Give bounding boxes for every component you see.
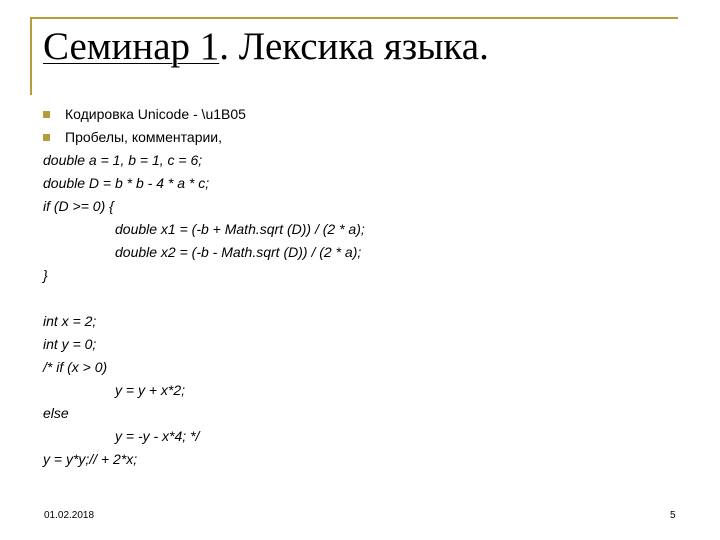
- bullet-text: Пробелы, комментарии,: [65, 129, 223, 145]
- code-line: y = -y - x*4; */: [115, 428, 200, 444]
- code-line: y = y + x*2;: [115, 382, 186, 398]
- code-line: double x2 = (-b - Math.sqrt (D)) / (2 * a);: [115, 244, 362, 260]
- code-line: /* if (x > 0): [43, 359, 108, 375]
- code-line: else: [43, 405, 69, 421]
- bullet-item: [43, 103, 246, 126]
- square-bullet-icon: [43, 111, 50, 118]
- bullet-item: [43, 126, 223, 149]
- slide-title: [43, 22, 489, 72]
- code-line: double D = b * b - 4 * a * c;: [43, 175, 210, 191]
- code-line: int x = 2;: [43, 313, 97, 329]
- code-line: double x1 = (-b + Math.sqrt (D)) / (2 * a);: [115, 221, 365, 237]
- square-bullet-icon: [43, 134, 50, 141]
- slide-frame-top-line: [30, 17, 678, 19]
- code-line: double a = 1, b = 1, c = 6;: [43, 152, 203, 168]
- code-line: if (D >= 0) {: [43, 198, 114, 214]
- slide-page-number: 5: [670, 510, 676, 521]
- bullet-text: Кодировка Unicode - \u1B05: [65, 106, 246, 122]
- code-line: }: [43, 267, 48, 283]
- code-line: y = y*y;// + 2*x;: [43, 451, 138, 467]
- slide-title-part1: Семинар 1: [43, 25, 220, 68]
- code-line: int y = 0;: [43, 336, 97, 352]
- footer-date: 01.02.2018: [44, 510, 95, 521]
- slide-frame-left-line: [30, 17, 32, 95]
- slide-title-part2: . Лексика языка.: [219, 25, 489, 68]
